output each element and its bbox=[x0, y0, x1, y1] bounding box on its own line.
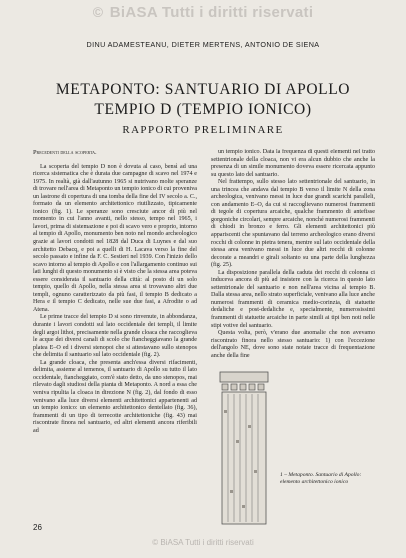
paragraph: Le prime tracce del tempio D si sono rinvenute, in abbondanza, durante i lavori condotti sul lato occidentale dei templi, il limite degli argoi lithoi, precisamente nella grande cloaca che raccoglieva le acque dei diversi canali di scolo che fiancheggiavano la grande platea E–O ed i diversi stenopoi che si attestavano sullo stenopos che delimita il santuario sul lato occidentale (fig. 2). bbox=[33, 314, 197, 359]
watermark bbox=[0, 4, 406, 21]
paragraph: La scoperta del tempio D non è dovuta al caso, bensì ad una ricerca sistematica che è durata due campagne di scavo nel 1974 e 1975. In realtà, già dall'autunno 1965 si nutrivano molte speranze di trovare nell'area di Metaponto un tempio ionico di cui proveniva un lastrone di copertura di una tomba della fine del IV secolo a. C., formato da un elemento architettonico riutilizzato, tipicamente ionico (fig. 1). Le speranze sono cresciute ancor di più nel momento in cui l'anno avanti, nello stesso, tempo nel 1965, i lavori, prima di sistemazione e poi di scavo vero e proprio, intorno al tempio di Apollo, monumento ben noto nel mondo archeologico grazie ai lavori condotti nel 1828 dal Duca di Luynes e dal suo architetto Debacq, e poi a quelli di H. Lacava verso la fine del secolo passato e infine da F. C. Sestieri nel 1939. Con l'inizio dello scavo intorno al tempio di Apollo e con l'allargamento continuo sui lati lunghi di questo monumento si è visto che la stessa area poteva essere considerata il santuario della città: al posto di un solo tempio, quello di Apollo, nella stessa area si trovavano altri due templi, ognuno caratterizzato da più fasi, il tempio B dedicato a Hera e il tempio C dedicato, nelle sue due fasi, a Afrodite o ad Atena. bbox=[33, 163, 197, 313]
paragraph: Questa volta, però, v'erano due anomalie che non avevamo riscontrato finora nello stesso santuario: 1) con l'eccezione dell'angolo NE, dove sono state notate tracce di frequentazione anche della fine bbox=[211, 330, 375, 359]
article-title-line-2: TEMPIO D (TEMPIO IONICO) bbox=[94, 101, 312, 118]
footer-copyright: © BiASA Tutti i diritti riservati bbox=[152, 538, 254, 547]
paragraph: La disposizione parallela della caduta dei rocchi di colonna ci induceva ancora di più ad insistere con la ricerca in questo lato settentrionale del santuario e non nell'area vicina al tempio B. Dalla stessa area, nello strato superficiale, venivano alla luce anche numerosi frammenti di ceramica medio-corinzia, di statuette dedaliche e post-dedaliche e, specialmente, numerosissimi frammenti di statuette arcaiche in parte simili ai tipi ben noti nelle stipi votive del santuario. bbox=[211, 269, 375, 329]
copyright-icon: © bbox=[92, 4, 104, 20]
paragraph: un tempio ionico. Data la frequenza di questi elementi nel tratto settentrionale della cloaca, non vi era alcun dubbio che anche la presenza di un simile monumento doveva essere ricercata appunto su questo lato del santuario. bbox=[211, 149, 375, 178]
paragraph: La grande cloaca, che presenta anch'essa diversi rifacimenti, delimita, assieme al temenos, il santuario di Apollo su tutto il lato occidentale, fiancheggiato, com'è stato detto, da uno stenopos, mai rilevato dagli studiosi della pianta di Metaponto. A nord a essa che veniva ripulita la cloaca in direzione N (fig. 2), dal fondo di esso venivano alla luce diversi elementi architettonici appartenenti ad un tempio ionico: un elemento architettonico dentellato (fig. 36), frammenti di un tipo di terrecotte architettoniche (fig. 43) mai riscontrate finora nel santuario, ed altri elementi ancora riferibili ad bbox=[33, 359, 197, 434]
figure-caption: 1 – Metaponto. Santuario di Apollo: elemento architettonico ionico bbox=[280, 472, 362, 485]
figure-caption-text: Metaponto. Santuario di Apollo: elemento architettonico ionico bbox=[280, 472, 362, 485]
right-text-column bbox=[211, 149, 375, 369]
page-number: 26 bbox=[33, 523, 42, 532]
paragraph: Nel frattempo, sullo stesso lato settentrionale del santuario, in una trincea che andava dal tempio B verso il limite N della zona archeologica, venivano messi in luce due grandi scarichi paralleli, con andamento E–O, da cui si raccoglievano numerosi frammenti di tegole di copertura arcaiche, qualche frammento di antefisse gorgoniche circolari, sempre arcaiche, nonché numerosi frammenti di chiodi in bronzo e ferro. Gli elementi architettonici più appariscenti che spuntavano dal terreno archeologico erano diversi rocchi di colonne in pietra tenera, mentre sul lato occidentale della stessa area venivano messi in luce due altri rocchi di colonne decorate a meandri e girali soltanto su una parte della lunghezza (fig. 25). bbox=[211, 179, 375, 269]
article-subtitle: RAPPORTO PRELIMINARE bbox=[122, 124, 284, 136]
watermark-text: BiASA Tutti i diritti riservati bbox=[109, 4, 314, 21]
ionic-architectural-element-figure bbox=[214, 370, 274, 530]
figure-number: 1 bbox=[280, 472, 283, 478]
article-title-line-1: METAPONTO: SANTUARIO DI APOLLO bbox=[55, 81, 351, 98]
authors-line: DINU ADAMESTEANU, DIETER MERTENS, ANTONIO DE SIENA bbox=[86, 40, 320, 49]
left-text-column bbox=[33, 149, 197, 534]
section-heading: Precedenti della scoperta. bbox=[33, 149, 97, 156]
